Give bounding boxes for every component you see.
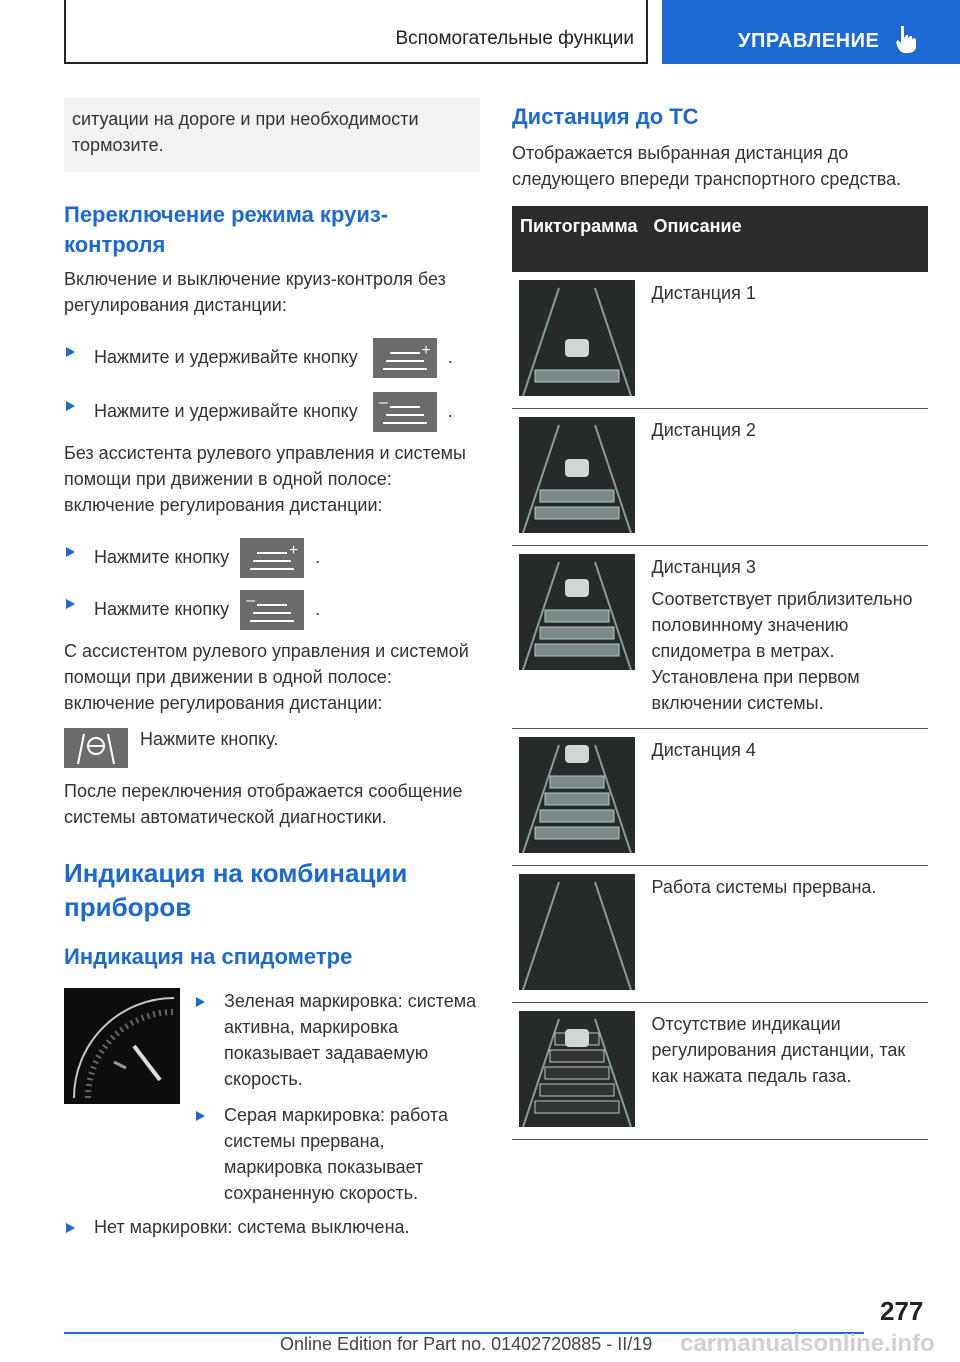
distance-table — [512, 206, 928, 1140]
speedometer-image — [64, 988, 180, 1104]
description-line: Дистанция 2 — [651, 420, 756, 440]
bullet-triangle-icon — [66, 547, 75, 557]
distance-pictogram-image — [519, 280, 635, 396]
table-row — [512, 409, 928, 546]
table-row — [512, 729, 928, 866]
col-header-pictogram: Пиктограмма — [512, 206, 646, 272]
steering-assist-row — [64, 728, 480, 772]
bullet-triangle-icon — [196, 1111, 205, 1121]
chapter-title: УПРАВЛЕНИЕ — [738, 30, 880, 52]
pictogram-cell — [512, 729, 646, 866]
description-line: Дистанция 3 — [651, 557, 756, 577]
speedo-block — [64, 988, 480, 1220]
pictogram-cell — [512, 866, 646, 1003]
switch-bullet-1: Нажмите и удерживайте кнопку + . — [64, 338, 480, 380]
table-row — [512, 546, 928, 729]
press-button-text: Нажмите кнопку. — [140, 729, 279, 749]
description-cell — [646, 729, 929, 866]
display-heading: Индикация на комбинации приборов — [64, 858, 408, 922]
description-line: Отсутствие индикации регулирования дистанции, так как нажата педаль газа. — [651, 1014, 906, 1086]
bullet-triangle-icon — [196, 997, 205, 1007]
no-assist-bullet-2: Нажмите кнопку – . — [64, 590, 480, 632]
note-text: ситуации на дороге и при необходимости тормозите. — [72, 109, 419, 155]
description-line: Работа системы прервана. — [651, 877, 877, 897]
description-cell — [646, 1003, 929, 1140]
col-header-description: Описание — [646, 206, 929, 272]
distance-minus-button-icon: – — [373, 392, 437, 432]
page-number: 277 — [880, 1296, 924, 1326]
pictogram-cell — [512, 546, 646, 729]
speedo-bullet-grey: Серая маркировка: работа системы прервана, маркировка показывает сохраненную скорость. — [194, 1102, 480, 1206]
switch-bullet-2: Нажмите и удерживайте кнопку – . — [64, 392, 480, 434]
bullet-triangle-icon — [66, 347, 75, 357]
no-assist-text: Без ассистента рулевого управления и системы помощи при движении в одной полосе: включение регулирования дистанции: — [64, 443, 466, 515]
after-switch-text: После переключения отображается сообщение системы автоматической диагностики. — [64, 781, 463, 827]
header-section-box — [64, 0, 648, 64]
watermark: carmanualsonline.info — [680, 1330, 935, 1357]
table-row — [512, 866, 928, 1003]
distance-pictogram-image — [519, 417, 635, 533]
distance-plus-button-icon: + — [373, 338, 437, 378]
description-line: Соответствует приблизительно половинному значению спидометра в метрах. Установлена при первом включении системы. — [651, 589, 913, 713]
pictogram-cell — [512, 409, 646, 546]
distance-plus-button-icon: + — [240, 538, 304, 578]
distance-pictogram-image — [519, 554, 635, 670]
description-line: Дистанция 1 — [651, 283, 756, 303]
description-cell — [646, 272, 929, 409]
right-column — [512, 98, 928, 1140]
no-assist-bullet-1: Нажмите кнопку + . — [64, 538, 480, 580]
hand-pointer-icon — [894, 24, 920, 54]
distance-heading: Дистанция до ТС — [512, 104, 699, 129]
distance-pictogram-image — [519, 737, 635, 853]
with-assist-text: С ассистентом рулевого управления и системой помощи при движении в одной полосе: включение регулирования дистанции: — [64, 641, 469, 713]
description-cell — [646, 546, 929, 729]
table-row — [512, 1003, 928, 1140]
switch-heading: Переключение режима круиз-контроля — [64, 202, 389, 257]
pictogram-cell — [512, 272, 646, 409]
description-cell — [646, 866, 929, 1003]
speedo-bullet-green: Зеленая маркировка: система активна, маркировка показывает задаваемую скорость. — [194, 988, 480, 1092]
left-column — [64, 98, 480, 1240]
header-chapter-tab[interactable] — [662, 0, 960, 64]
table-header-row — [512, 206, 928, 272]
speedo-heading: Индикация на спидометре — [64, 944, 353, 969]
pictogram-cell — [512, 1003, 646, 1140]
section-title: Вспомогательные функции — [395, 28, 634, 49]
edition-text: Online Edition for Part no. 01402720885 - II/19 — [280, 1334, 653, 1354]
distance-pictogram-image — [519, 1011, 635, 1127]
note-box — [64, 98, 480, 172]
bullet-triangle-icon — [66, 599, 75, 609]
table-row — [512, 272, 928, 409]
no-mark-bullet: Нет маркировки: система выключена. — [64, 1214, 480, 1240]
bullet-triangle-icon — [66, 401, 75, 411]
bullet-triangle-icon — [66, 1223, 75, 1233]
distance-pictogram-image — [519, 874, 635, 990]
description-cell — [646, 409, 929, 546]
steering-assist-button-icon — [64, 728, 128, 768]
switch-intro: Включение и выключение круиз-контроля без регулирования дистанции: — [64, 269, 446, 315]
distance-intro: Отображается выбранная дистанция до следующего впереди транспортного средства. — [512, 143, 902, 189]
distance-minus-button-icon: – — [240, 590, 304, 630]
description-line: Дистанция 4 — [651, 740, 756, 760]
